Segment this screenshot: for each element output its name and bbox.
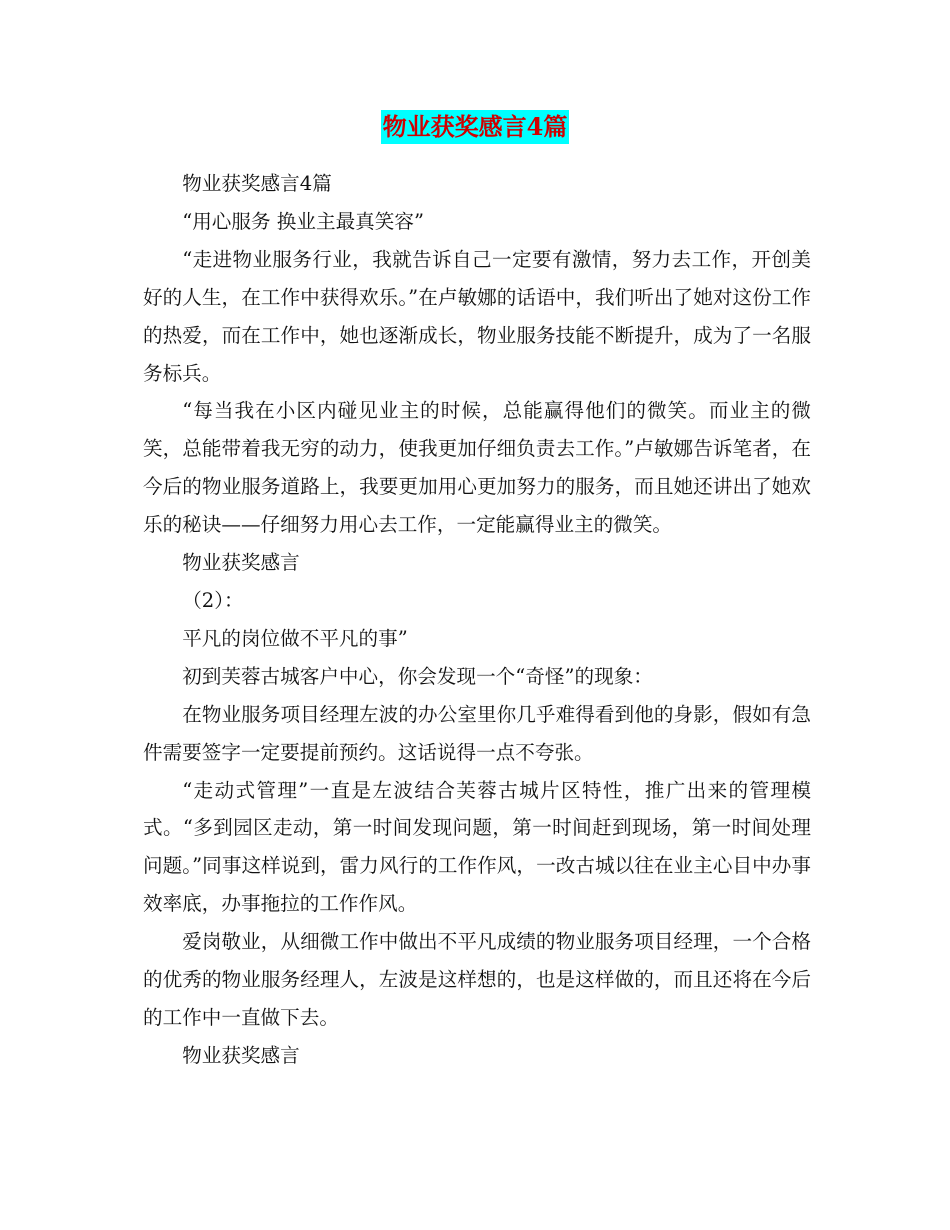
document-body [143, 165, 811, 1075]
paragraph-section-title: 物业获奖感言 [182, 551, 300, 575]
paragraph: “走动式管理”一直是左波结合芙蓉古城片区特性，推广出来的管理模式。“多到园区走动，第一时间发现问题，第一时间赶到现场，第一时间处理问题。”同事这样说到，雷力风行的工作作风，一改古城以往在业主心目中办事效率底，办事拖拉的工作作风。 [143, 778, 811, 916]
paragraph: 爱岗敬业，从细微工作中做出不平凡成绩的物业服务项目经理，一个合格的优秀的物业服务经理人，左波是这样想的，也是这样做的，而且还将在今后的工作中一直做下去。 [143, 930, 811, 1029]
paragraph-heading-1: “用心服务 换业主最真笑容” [182, 209, 424, 233]
paragraph-section-title: 物业获奖感言 [182, 1043, 300, 1067]
paragraph-section-number: （2）： [182, 588, 244, 612]
paragraph: “走进物业服务行业，我就告诉自己一定要有激情，努力去工作，开创美好的人生，在工作中获得欢乐。”在卢敏娜的话语中，我们听出了她对这份工作的热爱，而在工作中，她也逐渐成长，物业服务技能不断提升，成为了一名服务标兵。 [143, 247, 811, 385]
paragraph: 初到芙蓉古城客户中心，你会发现一个“奇怪”的现象： [182, 664, 653, 688]
document-title: 物业获奖感言4篇 [381, 110, 570, 144]
paragraph-heading-2: 平凡的岗位做不平凡的事” [182, 626, 408, 650]
paragraph-subtitle: 物业获奖感言4篇 [182, 172, 332, 195]
paragraph: “每当我在小区内碰见业主的时候，总能赢得他们的微笑。而业主的微笑，总能带着我无穷的动力，使我更加仔细负责去工作。”卢敏娜告诉笔者，在今后的物业服务道路上，我要更加用心更加努力的服务，而且她还讲出了她欢乐的秘诀——仔细努力用心去工作，一定能赢得业主的微笑。 [143, 399, 811, 537]
title-container [0, 110, 950, 144]
paragraph: 在物业服务项目经理左波的办公室里你几乎难得看到他的身影，假如有急件需要签字一定要提前预约。这话说得一点不夸张。 [143, 702, 811, 764]
